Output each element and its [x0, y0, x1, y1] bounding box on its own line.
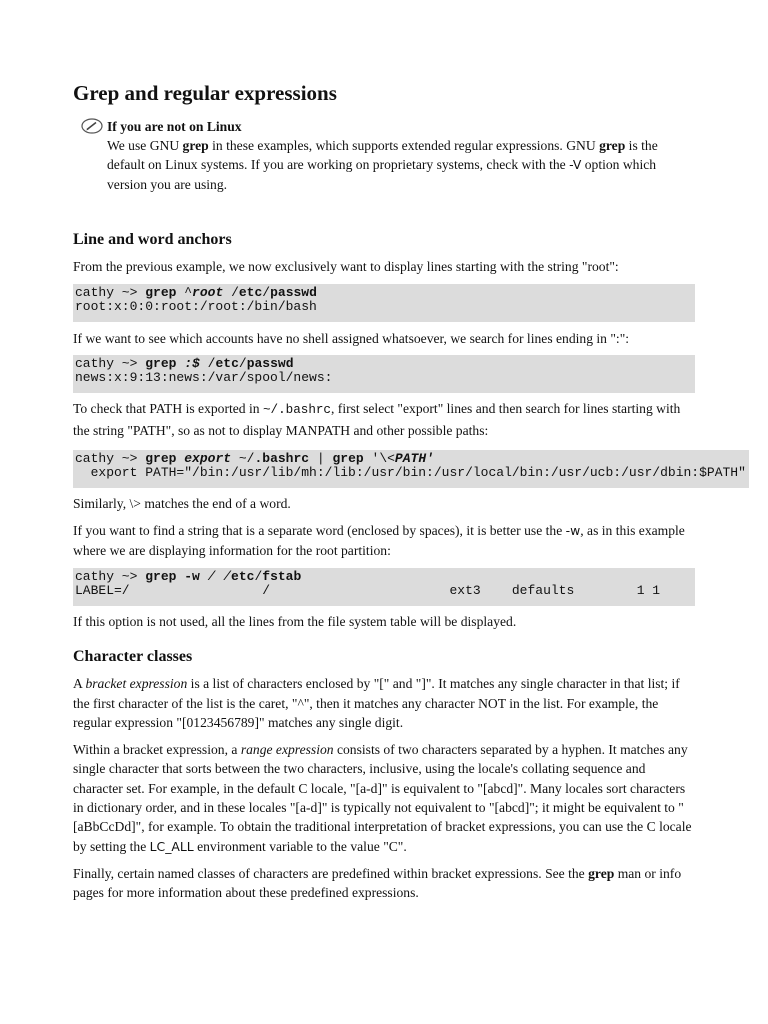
paragraph: Finally, certain named classes of characters are predefined within bracket expressions. See the grep man or info pages for more information about these predefined expressions. [73, 865, 682, 901]
page-title: Grep and regular expressions [73, 81, 337, 105]
paragraph: If we want to see which accounts have no shell assigned whatsoever, we search for lines ending in ":": [73, 331, 630, 347]
code-block: cathy ~> grep -w / /etc/fstab LABEL=/ / ext3 defaults 1 1 [73, 568, 695, 606]
note-title: If you are not on Linux [107, 119, 242, 134]
paragraph: Similarly, \> matches the end of a word. [73, 496, 291, 512]
paragraph: From the previous example, we now exclusively want to display lines starting with the string "root": [73, 258, 619, 274]
paragraph: If this option is not used, all the lines from the file system table will be displayed. [73, 613, 517, 629]
note-text: We use GNU grep in these examples, which supports extended regular expressions. GNU grep is the default on Linux systems. If you are working on proprietary systems, check with the -V option which version you are using. [107, 138, 658, 192]
document-page [73, 78, 746, 903]
paragraph: To check that PATH is exported in ~/.bashrc, first select "export" lines and then search for lines starting with the string "PATH", so as not to display MANPATH and other possible paths: [73, 401, 681, 438]
note-pencil-icon [81, 118, 103, 134]
code-block: cathy ~> grep :$ /etc/passwd news:x:9:13:news:/var/spool/news: [73, 355, 695, 393]
section-heading-character-classes: Character classes [73, 648, 193, 666]
note-box [73, 117, 695, 194]
paragraph: Within a bracket expression, a range expression consists of two characters separated by a hyphen. It matches any single character that sorts between the two characters, inclusive, using the locale's collating sequence and character set. For example, in the default C locale, "[a-d]" is equivalent to "[abcd]". Many locales sort characters in dictionary order, and in these locales "[a-d]" is typically not equivalent to "[abcd]"; it might be equivalent to "[aBbCcDd]", for example. To obtain the traditional interpretation of bracket expressions, you can use the C locale by setting the LC_ALL environment variable to the value "C". [73, 742, 692, 854]
paragraph: A bracket expression is a list of characters enclosed by "[" and "]". It matches any single character in that list; if the first character of the list is the caret, "^", then it matches any character NOT in the list. For example, the regular expression "[0123456789]" matches any single digit. [73, 676, 680, 730]
code-block: cathy ~> grep ^root /etc/passwd root:x:0:0:root:/root:/bin/bash [73, 284, 695, 322]
section-heading-anchors: Line and word anchors [73, 230, 232, 248]
code-block: cathy ~> grep export ~/.bashrc | grep '\<PATH' export PATH="/bin:/usr/lib/mh:/lib:/usr/bin:/usr/local/bin:/usr/ucb:/usr/dbin:$PATH" [73, 450, 749, 488]
paragraph: If you want to find a string that is a separate word (enclosed by spaces), it is better use the -w, as in this example where we are displaying information for the root partition: [73, 523, 685, 558]
